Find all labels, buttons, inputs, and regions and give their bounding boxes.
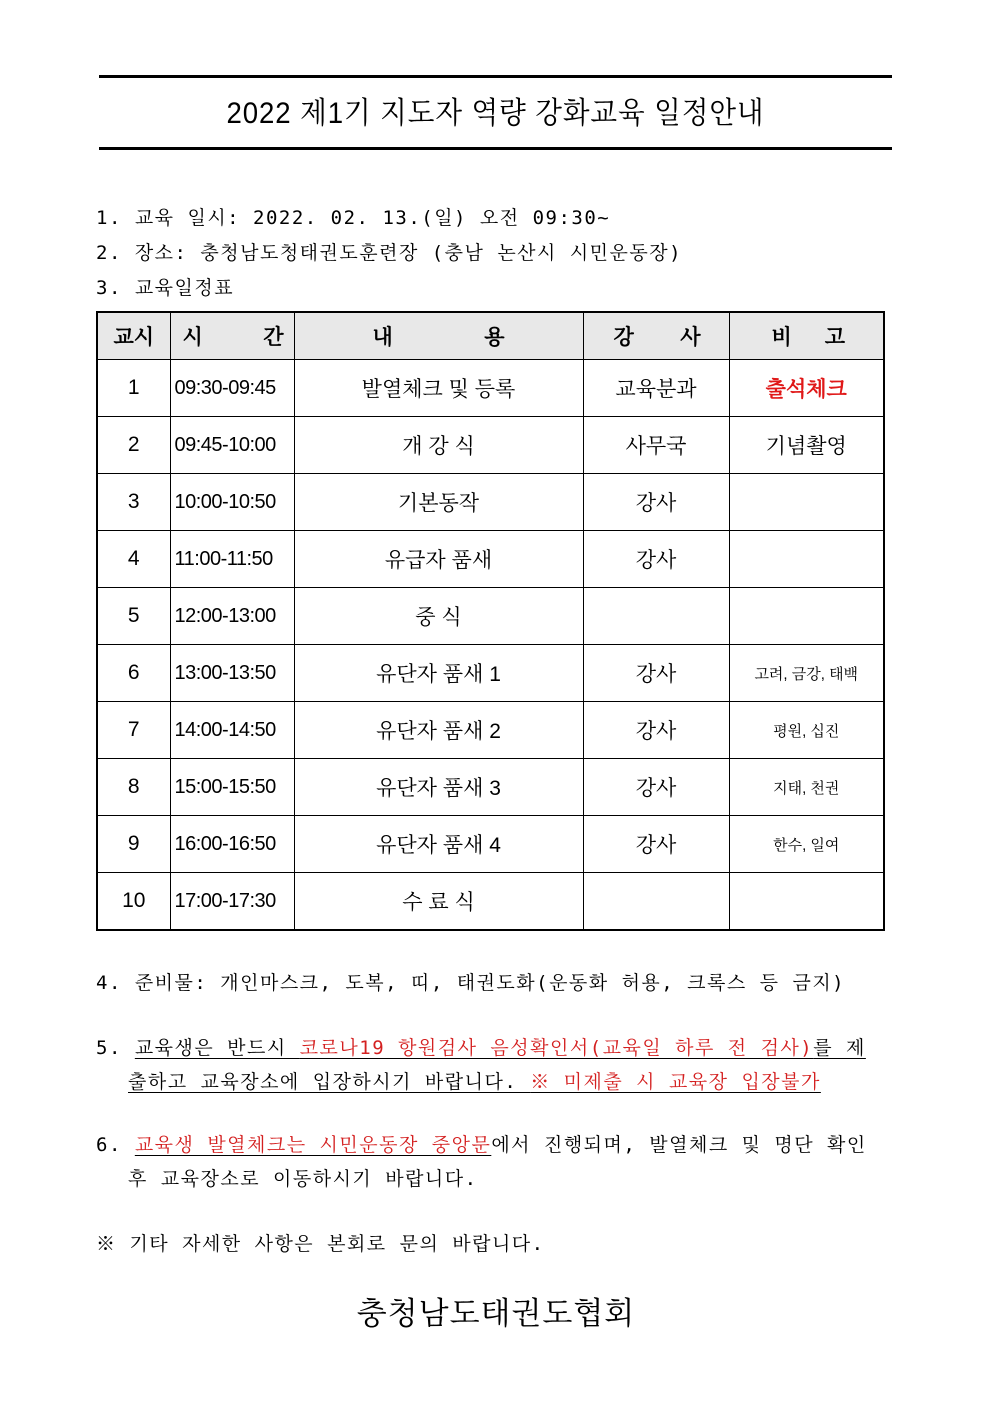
- item-location: 2. 장소: 충청남도청태권도훈련장 (충남 논산시 시민운동장): [96, 242, 683, 264]
- table-header-row: [97, 312, 884, 360]
- remarks-cell: [729, 588, 884, 645]
- table-row: [97, 588, 884, 645]
- content-cell: 수 료 식: [294, 873, 583, 931]
- remarks-cell: 고려, 금강, 태백: [729, 645, 884, 702]
- content-cell: 유단자 품새 2: [294, 702, 583, 759]
- time-cell: 15:00-15:50: [170, 759, 294, 816]
- time-cell: 13:00-13:50: [170, 645, 294, 702]
- item-covid-notice-line2: 출하고 교육장소에 입장하시기 바랍니다. ※ 미제출 시 교육장 입장불가: [128, 1071, 821, 1093]
- header-instructor: 강 사: [583, 312, 729, 360]
- period-cell: 1: [97, 360, 170, 417]
- period-cell: 9: [97, 816, 170, 873]
- time-cell: 09:45-10:00: [170, 417, 294, 474]
- remarks-cell: [729, 531, 884, 588]
- period-cell: 3: [97, 474, 170, 531]
- item-covid-notice: 5. 교육생은 반드시 코로나19 항원검사 음성확인서(교육일 하루 전 검사)를 제: [96, 1037, 866, 1059]
- instructor-cell: [583, 588, 729, 645]
- content-cell: 유단자 품새 3: [294, 759, 583, 816]
- period-cell: 6: [97, 645, 170, 702]
- instructor-cell: 강사: [583, 759, 729, 816]
- period-cell: 10: [97, 873, 170, 931]
- content-cell: 유단자 품새 4: [294, 816, 583, 873]
- content-cell: 발열체크 및 등록: [294, 360, 583, 417]
- header-period: 교시: [97, 312, 170, 360]
- header-content: 내 용: [294, 312, 583, 360]
- item-date: 1. 교육 일시: 2022. 02. 13.(일) 오전 09:30~: [96, 207, 611, 229]
- item-schedule-heading: 3. 교육일정표: [96, 277, 235, 299]
- period-cell: 8: [97, 759, 170, 816]
- header-remarks: 비 고: [729, 312, 884, 360]
- remarks-cell: 기념촬영: [729, 417, 884, 474]
- instructor-cell: [583, 873, 729, 931]
- table-row: [97, 474, 884, 531]
- instructor-cell: 강사: [583, 816, 729, 873]
- schedule-table: [96, 311, 885, 931]
- content-cell: 유단자 품새 1: [294, 645, 583, 702]
- time-cell: 09:30-09:45: [170, 360, 294, 417]
- table-row: [97, 702, 884, 759]
- remarks-cell: 한수, 일여: [729, 816, 884, 873]
- period-cell: 7: [97, 702, 170, 759]
- table-row: [97, 645, 884, 702]
- header-time: 시 간: [170, 312, 294, 360]
- item-fever-check-line2: 후 교육장소로 이동하시기 바랍니다.: [128, 1168, 478, 1190]
- time-cell: 10:00-10:50: [170, 474, 294, 531]
- instructor-cell: 강사: [583, 645, 729, 702]
- remarks-cell: 평원, 십진: [729, 702, 884, 759]
- period-cell: 2: [97, 417, 170, 474]
- entry-denied-warning: ※ 미제출 시 교육장 입장불가: [530, 1071, 821, 1093]
- table-row: [97, 360, 884, 417]
- instructor-cell: 사무국: [583, 417, 729, 474]
- time-cell: 17:00-17:30: [170, 873, 294, 931]
- table-row: [97, 417, 884, 474]
- content-cell: 유급자 품새: [294, 531, 583, 588]
- title-bottom-rule: [99, 147, 892, 150]
- period-cell: 5: [97, 588, 170, 645]
- time-cell: 16:00-16:50: [170, 816, 294, 873]
- time-cell: 12:00-13:00: [170, 588, 294, 645]
- table-row: [97, 531, 884, 588]
- organization-name: 충청남도태권도협회: [356, 1296, 636, 1332]
- instructor-cell: 강사: [583, 702, 729, 759]
- item-fever-check: 6. 교육생 발열체크는 시민운동장 중앙문에서 진행되며, 발열체크 및 명단 확인: [96, 1134, 867, 1156]
- instructor-cell: 강사: [583, 531, 729, 588]
- remarks-cell: [729, 474, 884, 531]
- table-row: [97, 816, 884, 873]
- fever-check-location: 교육생 발열체크는 시민운동장 중앙문: [134, 1134, 492, 1156]
- period-cell: 4: [97, 531, 170, 588]
- content-cell: 기본동작: [294, 474, 583, 531]
- time-cell: 14:00-14:50: [170, 702, 294, 759]
- table-row: [97, 759, 884, 816]
- covid-requirement-text: 코로나19 항원검사 음성확인서(교육일 하루 전 검사): [299, 1037, 814, 1059]
- instructor-cell: 강사: [583, 474, 729, 531]
- content-cell: 중 식: [294, 588, 583, 645]
- content-cell: 개 강 식: [294, 417, 583, 474]
- remarks-cell: [729, 873, 884, 931]
- page-title: 2022 제1기 지도자 역량 강화교육 일정안내: [226, 97, 765, 130]
- remarks-cell-attendance: 출석체크: [729, 360, 884, 417]
- top-rule: [99, 75, 892, 78]
- time-cell: 11:00-11:50: [170, 531, 294, 588]
- item-supplies: 4. 준비물: 개인마스크, 도복, 띠, 태권도화(운동화 허용, 크록스 등 금지): [96, 972, 846, 994]
- instructor-cell: 교육분과: [583, 360, 729, 417]
- contact-note: ※ 기타 자세한 사항은 본회로 문의 바랍니다.: [96, 1233, 545, 1255]
- table-row: [97, 873, 884, 931]
- remarks-cell: 지태, 천권: [729, 759, 884, 816]
